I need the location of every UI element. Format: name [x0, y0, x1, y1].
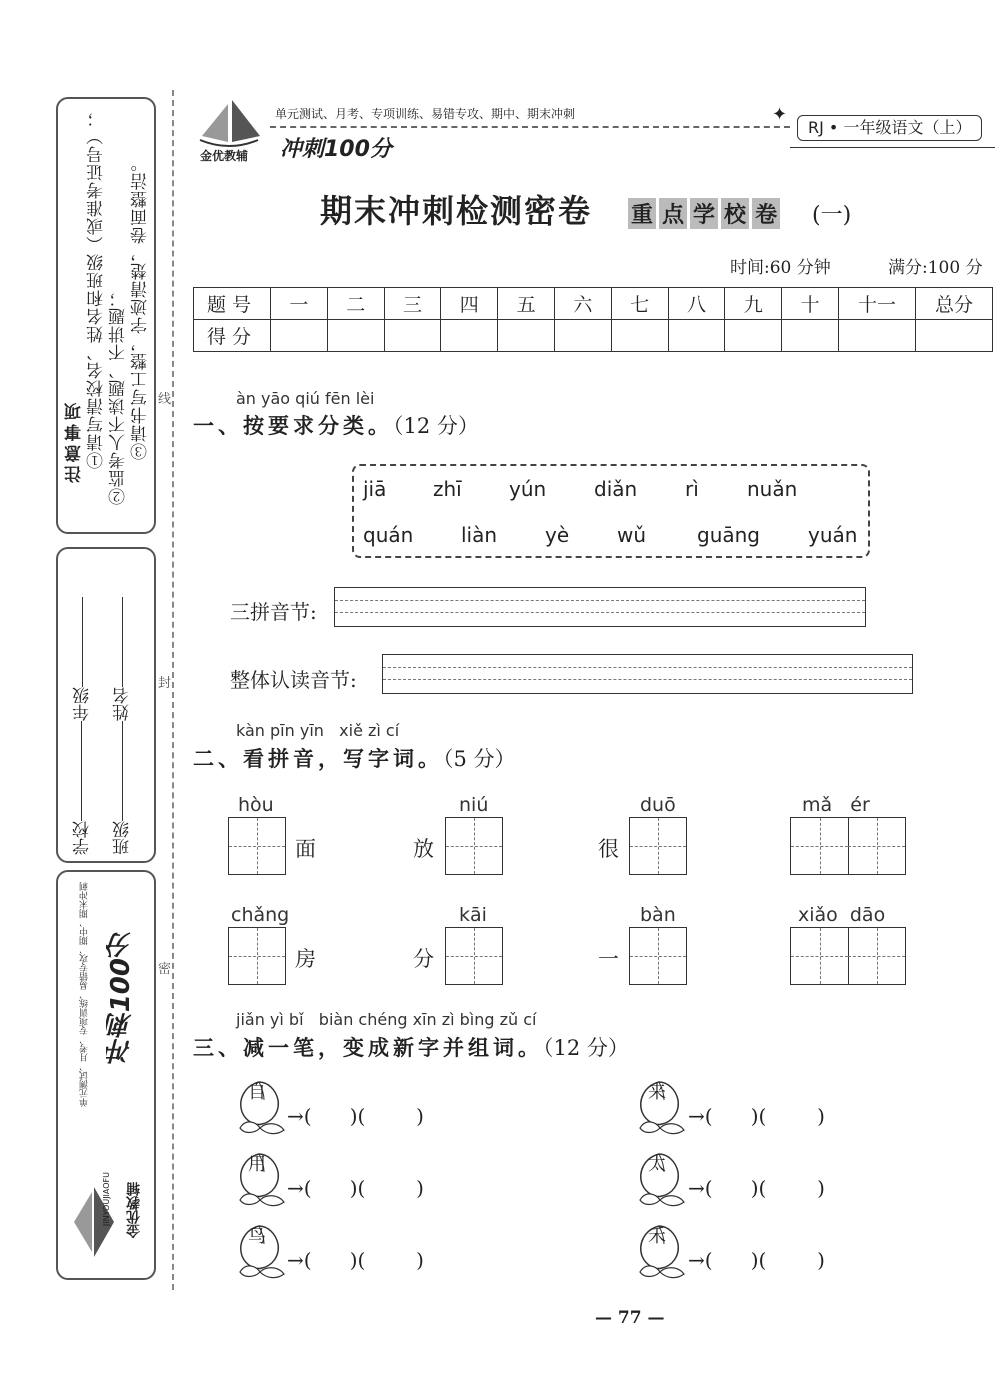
notes-box [56, 97, 156, 534]
peach-char: 太 [648, 1154, 666, 1175]
score-table [193, 287, 993, 352]
score-cell[interactable] [327, 320, 384, 352]
sidebar-brand: 冲刺100分 [106, 932, 136, 1065]
score-cell[interactable] [498, 320, 555, 352]
word-pinyin: niú [459, 794, 489, 816]
full-score: 满分:100 分 [888, 258, 983, 278]
writing-grid-double[interactable] [790, 817, 906, 875]
writing-grid[interactable] [228, 817, 286, 875]
word-pinyin: bàn [640, 904, 676, 926]
header-dashed-line [270, 126, 790, 128]
sidebar-series: 单元测试、月考、专项训练、易错专攻、期中、期末冲刺 [80, 882, 90, 1107]
peach-icon [632, 1078, 692, 1140]
peach-char: 来 [648, 1082, 666, 1103]
brand-box [56, 870, 156, 1280]
exam-time: 时间:60 分钟 [730, 258, 831, 278]
table-row: 题号 一 二 三 四 五 六 七 八 九 十 十一 总分 [194, 288, 993, 320]
blank-pair[interactable]: →( )( ) [688, 1104, 825, 1128]
cut-line [172, 90, 174, 1290]
peach-icon [632, 1222, 692, 1284]
q2-pinyin: kàn pīn yīn xiě zì cí [236, 721, 400, 740]
word-char: 放 [413, 837, 434, 861]
pinyin-item: diǎn [594, 477, 638, 501]
blank-pair[interactable]: →( )( ) [688, 1176, 825, 1200]
score-cell[interactable] [668, 320, 725, 352]
note-3: ③请书写工整，字迹清楚，卷面整洁。 [131, 154, 151, 460]
page-number: — 77 — [595, 1308, 665, 1328]
q1-pinyin: àn yāo qiú fēn lèi [236, 389, 375, 408]
sidebar-logo-pinyin: JINYOUJIAOFU [102, 1172, 111, 1227]
class-field[interactable]: 班级姓名 [110, 555, 135, 855]
page-title: 期末冲刺检测密卷 [320, 192, 593, 230]
score-cell[interactable] [782, 320, 839, 352]
blank-pair[interactable]: →( )( ) [287, 1176, 424, 1200]
word-char: 很 [598, 837, 619, 861]
word-char: 面 [295, 837, 316, 861]
cut-mark-secret: 密 [158, 962, 172, 977]
pinyin-item: rì [685, 477, 699, 501]
q3-pinyin: jiǎn yì bǐ biàn chéng xīn zì bìng zǔ cí [236, 1010, 537, 1029]
blank-pair[interactable]: →( )( ) [287, 1104, 424, 1128]
writing-grid[interactable] [445, 817, 503, 875]
score-cell[interactable] [441, 320, 498, 352]
sidebar-logo: 金优教辅 [126, 1182, 142, 1238]
score-cell[interactable] [611, 320, 668, 352]
header-logo: 金优教辅 [200, 149, 249, 163]
label-three-syllable: 三拼音节: [230, 600, 317, 624]
word-pinyin: mǎ ér [802, 794, 870, 816]
blank-pair[interactable]: →( )( ) [287, 1248, 424, 1272]
answer-line-whole-syllable[interactable] [382, 654, 913, 694]
word-pinyin: chǎng [231, 904, 290, 926]
table-row: 得分 [194, 320, 993, 352]
q3-title: 三、减一笔，变成新字并组词。（12 分） [193, 1035, 629, 1060]
peach-icon [232, 1078, 292, 1140]
peach-icon [232, 1222, 292, 1284]
pinyin-item: zhī [433, 477, 462, 501]
word-pinyin: hòu [238, 794, 274, 816]
score-cell[interactable] [554, 320, 611, 352]
pinyin-item: liàn [461, 523, 498, 547]
book-logo-icon [64, 1182, 124, 1262]
cut-mark-seal: 封 [158, 676, 172, 691]
word-char: 分 [413, 947, 434, 971]
score-cell[interactable] [916, 320, 993, 352]
q2-title: 二、看拼音，写字词。（5 分） [193, 746, 516, 771]
peach-icon [232, 1150, 292, 1212]
pinyin-item: yún [509, 477, 547, 501]
student-info-box [56, 547, 156, 863]
title-tag: 重 点 学 校 卷 [628, 198, 780, 229]
grade-badge: RJ • 一年级语文（上） [797, 115, 982, 141]
header-brand: 冲刺100分 [280, 137, 392, 162]
pinyin-item: guāng [697, 523, 760, 547]
notes-label: 注意事项 [65, 399, 85, 483]
pinyin-item: wǔ [617, 523, 647, 547]
peach-char: 鸟 [248, 1226, 266, 1247]
writing-grid-double[interactable] [790, 927, 906, 985]
answer-line-three-syllable[interactable] [334, 587, 866, 627]
sparkle-icon: ✦ [772, 104, 788, 125]
pinyin-item: nuǎn [747, 477, 798, 501]
score-cell[interactable] [725, 320, 782, 352]
writing-grid[interactable] [228, 927, 286, 985]
writing-grid[interactable] [629, 817, 687, 875]
peach-char: 用 [248, 1154, 266, 1175]
score-cell[interactable] [271, 320, 328, 352]
pinyin-item: yè [545, 523, 570, 547]
pinyin-item: jiā [363, 477, 387, 501]
peach-icon [632, 1150, 692, 1212]
writing-grid[interactable] [445, 927, 503, 985]
score-cell[interactable] [839, 320, 916, 352]
note-1: ①请写清校名、姓名和班级（或准考证号）； [87, 109, 107, 469]
school-field[interactable]: 学校年级 [70, 555, 95, 855]
word-char: 一 [598, 947, 619, 971]
word-pinyin: duō [640, 794, 676, 816]
pinyin-item: quán [363, 523, 414, 547]
word-pinyin: kāi [459, 904, 487, 926]
word-pinyin: xiǎo dāo [798, 904, 886, 926]
peach-char: 自 [248, 1082, 266, 1103]
note-2: ②监考人不读题、不讲题； [109, 289, 129, 505]
word-char: 房 [295, 947, 316, 971]
peach-char: 禾 [648, 1226, 666, 1247]
q1-title: 一、按要求分类。（12 分） [193, 413, 479, 438]
cut-mark-line: 线 [158, 392, 172, 407]
title-number: (一) [812, 203, 852, 228]
header-rule [790, 147, 995, 148]
header-series: 单元测试、月考、专项训练、易错专攻、期中、期末冲刺 [275, 107, 576, 121]
blank-pair[interactable]: →( )( ) [688, 1248, 825, 1272]
pinyin-item: yuán [808, 523, 858, 547]
label-whole-syllable: 整体认读音节: [230, 668, 357, 692]
score-cell[interactable] [384, 320, 441, 352]
writing-grid[interactable] [629, 927, 687, 985]
book-logo-icon [194, 96, 264, 152]
